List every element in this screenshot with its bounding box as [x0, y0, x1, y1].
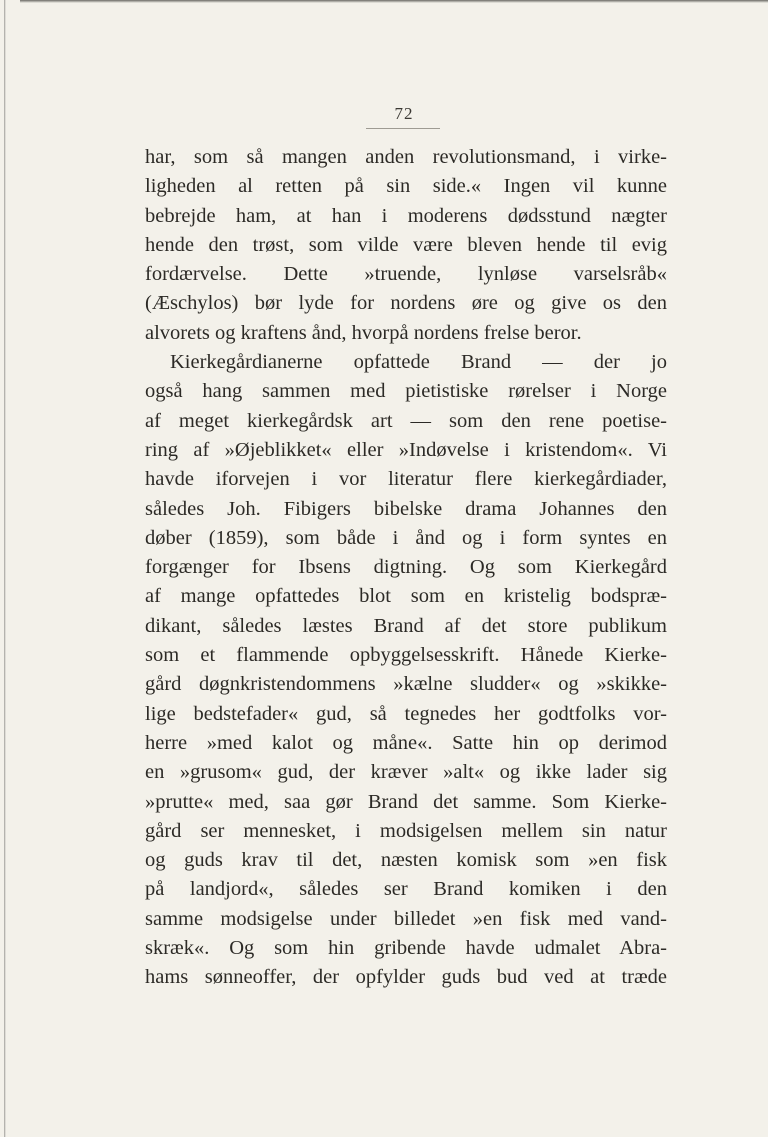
text-line-14: døber (1859), som både i ånd og i form syntes en [145, 526, 667, 549]
text-line-19: gård døgnkristendommens »kælne sludder« og »skikke- [145, 673, 667, 696]
page-number-rule [366, 128, 440, 129]
text-line-3: bebrejde ham, at han i moderens dødsstund nægter [145, 204, 667, 227]
text-line-15: forgænger for Ibsens digtning. Og som Kierkegård [145, 556, 667, 579]
text-line-11: ring af »Øjeblikket« eller »Indøvelse i kristendom«. Vi [145, 438, 667, 461]
text-line-20: lige bedstefader« gud, så tegnedes her godtfolks vor- [145, 702, 667, 725]
text-line-24: gård ser mennesket, i modsigelsen mellem sin natur [145, 819, 667, 842]
text-line-23: »prutte« med, saa gør Brand det samme. Som Kierke- [145, 790, 667, 813]
text-line-6: (Æschylos) bør lyde for nordens øre og give os den [145, 292, 667, 315]
text-line-25: og guds krav til det, næsten komisk som »en fisk [145, 849, 667, 872]
text-line-9: også hang sammen med pietistiske rørelser i Norge [145, 380, 667, 403]
text-line-10: af meget kierkegårdsk art — som den rene poetise- [145, 409, 667, 432]
text-line-16: af mange opfattedes blot som en kristelig bodspræ- [145, 585, 667, 608]
text-line-12: havde iforvejen i vor literatur flere kierkegårdiader, [145, 468, 667, 491]
text-line-5: fordærvelse. Dette »truende, lynløse varselsråb« [145, 263, 667, 286]
text-line-21: herre »med kalot og måne«. Satte hin op derimod [145, 731, 667, 754]
text-line-22: en »grusom« gud, der kræver »alt« og ikke lader sig [145, 761, 667, 784]
text-line-1: har, som så mangen anden revolutionsmand, i virke- [145, 146, 667, 168]
text-line-28: skræk«. Og som hin gribende havde udmalet Abra- [145, 937, 667, 960]
page-number: 72 [394, 104, 414, 123]
text-line-26: på landjord«, således ser Brand komiken i den [145, 878, 667, 901]
text-line-29: hams sønneoffer, der opfylder guds bud ved at træde [145, 966, 667, 989]
text-line-18: som et flammende opbyggelsesskrift. Hånede Kierke- [145, 644, 667, 667]
text-line-8: Kierkegårdianerne opfattede Brand — der jo [170, 351, 667, 374]
body-text [145, 143, 667, 993]
page-binding-shadow [4, 0, 6, 1137]
text-line-27: samme modsigelse under billedet »en fisk med vand- [145, 907, 667, 930]
text-line-7: alvorets og kraftens ånd, hvorpå nordens frelse beror. [145, 321, 582, 344]
page-edge-shadow [20, 0, 768, 3]
text-line-4: hende den trøst, som vilde være bleven hende til evig [145, 233, 667, 256]
text-line-2: ligheden al retten på sin side.« Ingen vil kunne [145, 175, 667, 198]
text-line-13: således Joh. Fibigers bibelske drama Johannes den [145, 497, 667, 520]
text-line-17: dikant, således læstes Brand af det store publikum [145, 614, 667, 637]
